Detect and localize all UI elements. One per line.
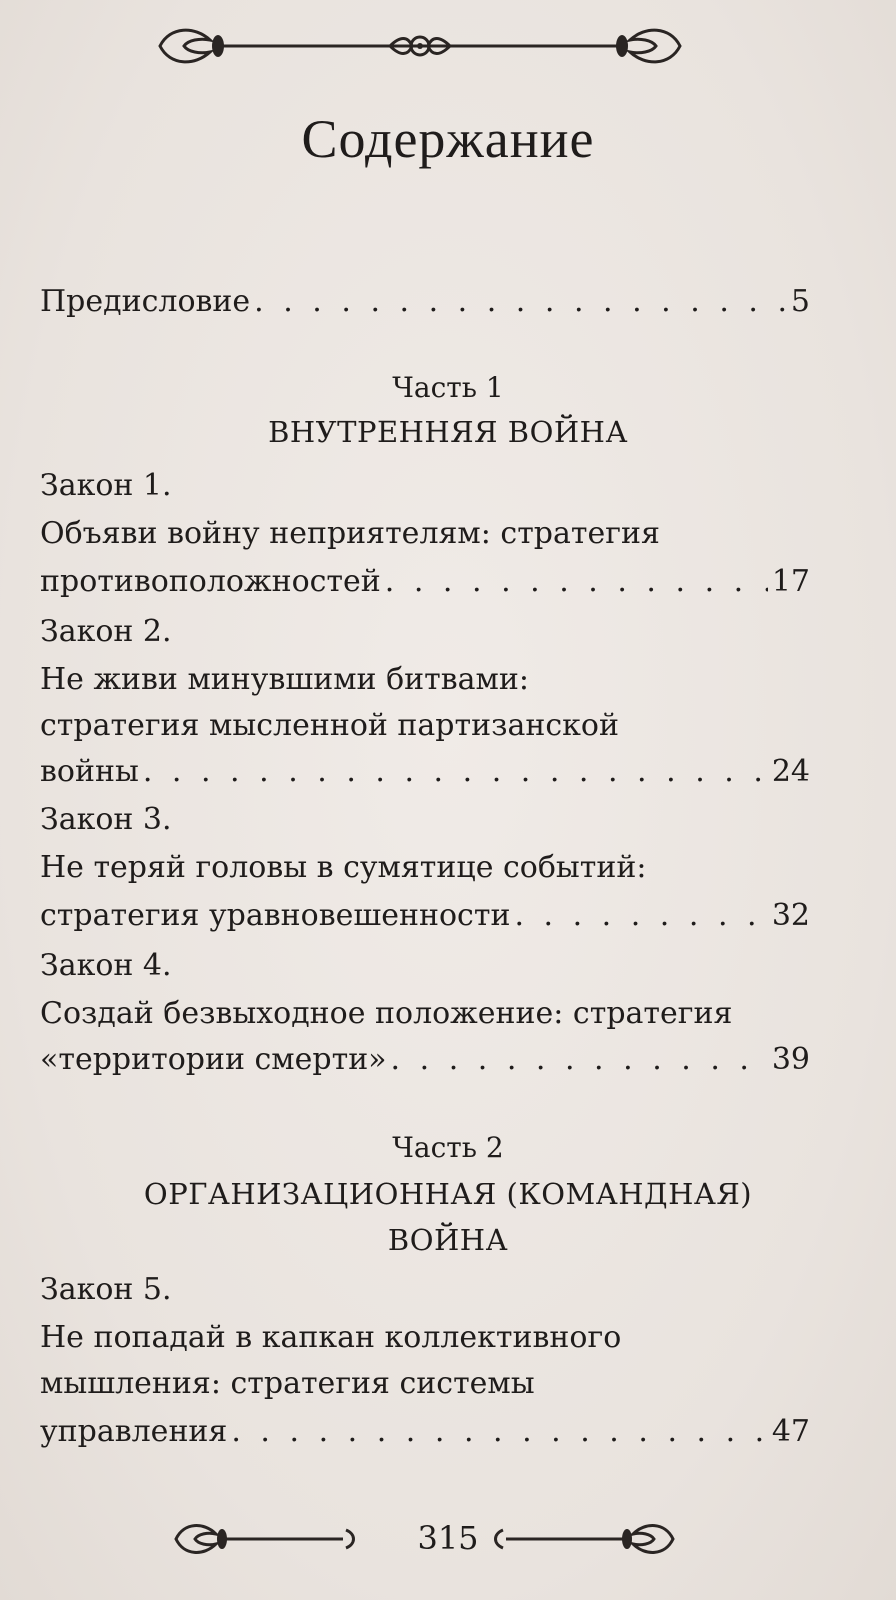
- toc-entry-law-1[interactable]: [40, 562, 810, 602]
- law-number: Закон 2.: [40, 614, 172, 649]
- toc-page-number: 47: [771, 1414, 810, 1449]
- law-number: Закон 3.: [40, 802, 172, 837]
- toc-page-number: 17: [771, 564, 810, 599]
- top-ornament-icon: [150, 18, 690, 74]
- toc-entry-label: управления: [40, 1414, 228, 1449]
- part-title: ВОЙНА: [387, 1223, 509, 1257]
- toc-entry-law-3[interactable]: [40, 896, 810, 936]
- law-number: Закон 1.: [40, 468, 172, 503]
- toc-page-number: 32: [771, 898, 810, 933]
- part-title: ВНУТРЕННЯЯ ВОЙНА: [268, 415, 628, 449]
- law-title-line: Объяви войну неприятелям: стратегия: [40, 516, 660, 551]
- part-label: Часть 1: [392, 371, 504, 404]
- dot-leader: [254, 282, 787, 322]
- toc-page-number: 24: [771, 754, 810, 789]
- toc-page-number: 39: [771, 1042, 810, 1077]
- law-title-line: Создай безвыходное положение: стратегия: [40, 996, 733, 1031]
- law-title-line: мышления: стратегия системы: [40, 1366, 535, 1401]
- page-title: Содержание: [301, 109, 595, 169]
- toc-page-number: 5: [790, 284, 810, 319]
- dot-leader: [391, 1040, 768, 1080]
- toc-entry-law-2[interactable]: [40, 752, 810, 792]
- toc-entry-preface[interactable]: [40, 282, 810, 322]
- law-number: Закон 5.: [40, 1272, 172, 1307]
- dot-leader: [231, 1412, 767, 1452]
- page-number: 315: [417, 1519, 479, 1557]
- toc-entry-label: противоположностей: [40, 564, 381, 599]
- law-number: Закон 4.: [40, 948, 172, 983]
- dot-leader: [385, 562, 768, 602]
- toc-entry-law-5[interactable]: [40, 1412, 810, 1452]
- law-title-line: стратегия мысленной партизанской: [40, 708, 619, 743]
- toc-entry-label: стратегия уравновешенности: [40, 898, 511, 933]
- toc-entry-label: войны: [40, 754, 139, 789]
- law-title-line: Не попадай в капкан коллективного: [40, 1320, 622, 1355]
- dot-leader: [514, 896, 767, 936]
- toc-entry-label: Предисловие: [40, 284, 251, 319]
- law-title-line: Не теряй головы в сумятице событий:: [40, 850, 647, 885]
- toc-entry-law-4[interactable]: [40, 1040, 810, 1080]
- part-title: ОРГАНИЗАЦИОННАЯ (КОМАНДНАЯ): [143, 1177, 753, 1211]
- part-label: Часть 2: [392, 1131, 504, 1164]
- toc-entry-label: «территории смерти»: [40, 1042, 387, 1077]
- footer-ornament-right-icon: [486, 1514, 681, 1564]
- law-title-line: Не живи минувшими битвами:: [40, 662, 529, 697]
- dot-leader: [143, 752, 768, 792]
